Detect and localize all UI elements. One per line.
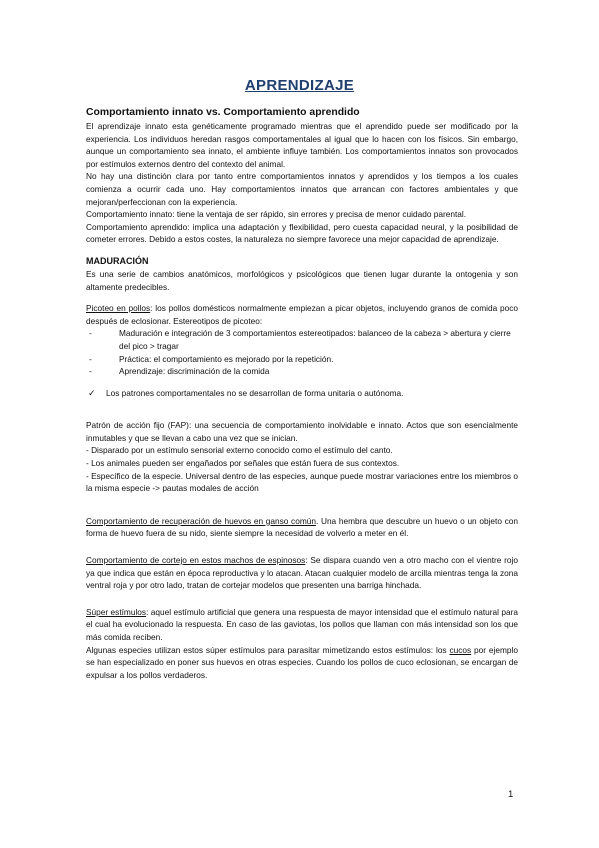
list-item-text: Aprendizaje: discriminación de la comida — [119, 366, 270, 377]
paragraph-super — [86, 606, 518, 644]
checkmark-icon: ✓ — [88, 387, 96, 398]
term-text: Algunas especies utilizan estos súper estímulos para parasitar mimetizando estos estímulos: los — [86, 644, 450, 655]
bullet-marker: - — [89, 366, 92, 377]
term-text: : aquel estímulo artificial que genera una respuesta de mayor intensidad que el estímulo natural para el cual ha evolucionado la respuesta. En caso de las gaviotas, los pollos que llaman con más intensidad son los que más comida reciben. — [86, 606, 519, 642]
check-item — [86, 387, 518, 400]
term-text: : Se dispara cuando ven a otro macho con el vientre rojo ya que indica que están en época reproductiva y lo atacan. Atacan cualquier modelo de arcilla mientras tenga la zona ventral roja y por otro lado, tratan de cortejar modelos que presenten una barriga hinchada. — [86, 555, 518, 591]
term-label: Comportamiento de recuperación de huevos en ganso común — [86, 515, 316, 526]
paragraph-fap: Patrón de acción fijo (FAP): una secuencia de comportamiento inolvidable e innato. Actos que son esencialmente inmutables y que se llevan a cabo una vez que se inician. — [86, 420, 518, 443]
bullet-marker: - — [89, 353, 92, 364]
paragraph-ganso — [86, 515, 518, 540]
page-number: 1 — [508, 789, 514, 800]
bullet-marker: - — [89, 328, 92, 339]
term-text: : los pollos domésticos normalmente empiezan a picar objetos, incluyendo granos de comida poco después de eclosionar. Estereotipos de picoteo: — [86, 303, 518, 326]
paragraph: Es una serie de cambios anatómicos, morfológicos y psicológicos que tienen lugar durante la ontogenia y son altamente predecibles. — [86, 268, 518, 292]
bullet-list — [86, 327, 518, 377]
paragraph-espinosos — [86, 554, 518, 592]
term-label: Súper estímulos — [86, 606, 147, 617]
term-label: cucos — [449, 644, 472, 655]
fap-line: - Específico de la especie. Universal dentro de las especies, aunque puede mostrar variaciones entre los miembros o la misma especie -> pautas modales de acción — [86, 470, 518, 494]
page-content — [86, 106, 518, 681]
list-item — [86, 365, 518, 378]
paragraph-picoteo — [86, 302, 518, 327]
section-heading-maduracion: MADURACIÓN — [86, 255, 149, 266]
list-item-text: Maduración e integración de 3 comportamientos estereotipados: balanceo de la cabeza > abertura y cierre del pico > tragar — [119, 328, 511, 351]
paragraph-cucos — [86, 644, 518, 682]
list-item — [86, 353, 518, 366]
paragraph: El aprendizaje innato esta genéticamente programado mientras que el aprendido puede ser modificado por la experiencia. Los individuos heredan rasgos comportamentales al igual que lo hacen con los físicos. Sin embargo, aunque un comportamiento sea innato, el ambiente influye también. Los comportamientos innatos son provocados por estímulos externos dentro del contexto del animal. — [86, 121, 518, 169]
check-item-text: Los patrones comportamentales no se desarrollan de forma unitaria o autónoma. — [106, 387, 404, 398]
fap-line: - Disparado por un estímulo sensorial externo conocido como el estímulo del canto. — [86, 445, 393, 456]
page-title: APRENDIZAJE — [244, 77, 355, 94]
paragraph: No hay una distinción clara por tanto entre comportamientos innatos y aprendidos y los tiempos a los cuales comienza a ocurrir cada uno. Hay comportamientos innatos que arrancan con factores ambientales y que mejoran/perfeccionan con la experiencia. — [86, 171, 518, 207]
list-item-text: Práctica: el comportamiento es mejorado por la repetición. — [119, 353, 334, 364]
section-heading-innato: Comportamiento innato vs. Comportamiento aprendido — [86, 107, 360, 118]
paragraph: Comportamiento innato: tiene la ventaja de ser rápido, sin errores y precisa de menor cuidado parental. — [86, 209, 467, 220]
term-text: . Una hembra que descubre un huevo o un objeto con forma de huevo fuera de su nido, siente siempre la necesidad de volverlo a meter en él. — [86, 515, 518, 539]
term-text: por ejemplo se han especializado en poner sus huevos en otras especies. Cuando los pollos de cuco eclosionan, se encargan de expulsar a los pollos verdaderos. — [86, 644, 518, 680]
fap-line: - Los animales pueden ser engañados por señales que están fuera de sus contextos. — [86, 458, 400, 469]
term-label: Comportamiento de cortejo en estos machos de espinosos — [86, 555, 306, 566]
list-item — [86, 327, 518, 352]
term-label: Picoteo en pollos — [86, 303, 151, 314]
paragraph: Comportamiento aprendido: implica una adaptación y flexibilidad, pero cuesta capacidad neural, y la posibilidad de cometer errores. Debido a estos costes, la naturaleza no siempre favorece una mejor capacidad de aprendizaje. — [86, 221, 518, 245]
